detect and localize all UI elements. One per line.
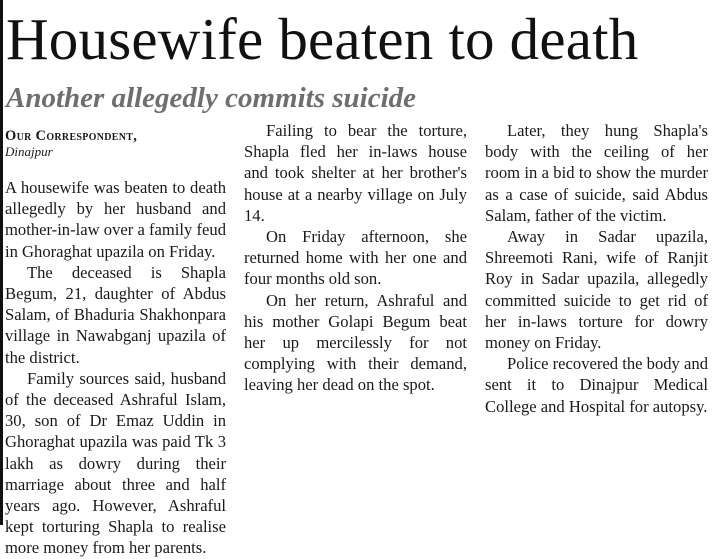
paragraph: A housewife was beaten to death allegedly by her husband and mother-in-law over a family feud in Ghoraghat upazila on Friday. bbox=[5, 178, 226, 261]
paragraph: On Friday afternoon, she returned home with her one and four months old son. bbox=[244, 227, 467, 289]
dateline: Dinajpur bbox=[5, 144, 53, 159]
article-body bbox=[0, 120, 716, 558]
subheadline: Another allegedly commits suicide bbox=[6, 82, 417, 114]
text-column-1 bbox=[5, 120, 226, 558]
text-column-2 bbox=[244, 120, 467, 525]
paragraph: The deceased is Shapla Begum, 21, daughter of Abdus Salam, of Bhaduria Shakhonpara village in Nawabganj upazila of the district. bbox=[5, 262, 226, 367]
paragraph: Failing to bear the torture, Shapla fled her in-laws house and took shelter at her brother's house at a nearby village on July 14. bbox=[244, 121, 467, 225]
byline: Our Correspondent, bbox=[5, 128, 138, 144]
text-column-3 bbox=[485, 120, 708, 525]
paragraph: Police recovered the body and sent it to Dinajpur Medical College and Hospital for autopsy. bbox=[485, 354, 708, 416]
headline: Housewife beaten to death bbox=[6, 6, 639, 72]
paragraph: Family sources said, husband of the deceased Ashraful Islam, 30, son of Dr Emaz Uddin in Ghoraghat upazila was paid Tk 3 lakh as dowry during their marriage about three and half years ago. However, Ashraful kept torturing Shapla to realise more money from her parents. bbox=[5, 368, 226, 558]
paragraph: On her return, Ashraful and his mother Golapi Begum beat her up mercilessly for not complying with their demand, leaving her dead on the spot. bbox=[244, 290, 467, 395]
paragraph: Later, they hung Shapla's body with the ceiling of her room in a bid to show the murder as a case of suicide, said Abdus Salam, father of the victim. bbox=[485, 121, 708, 225]
paragraph: Away in Sadar upazila, Shreemoti Rani, wife of Ranjit Roy in Sadar upazila, allegedly committed suicide to get rid of her in-laws torture for dowry money on Friday. bbox=[485, 227, 708, 353]
